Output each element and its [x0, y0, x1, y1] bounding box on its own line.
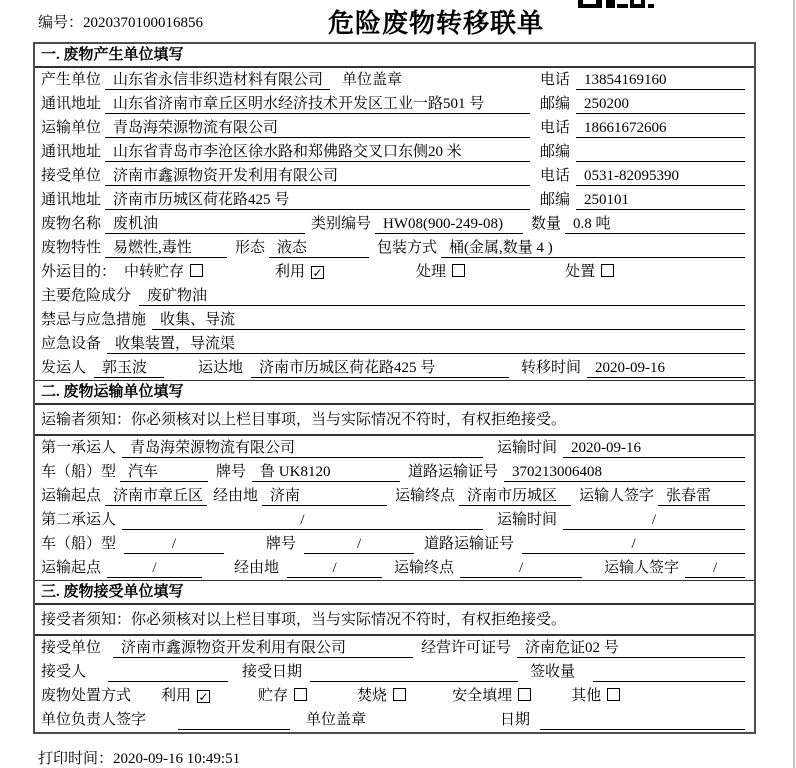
disposal-method-label: 废物处置方式	[41, 688, 132, 704]
unit-seal-label: 单位盖章	[342, 72, 403, 88]
carrier2-value: /	[122, 511, 483, 530]
origin1-value: 济南市章丘区	[105, 487, 207, 506]
transfer-purpose-row	[35, 260, 754, 284]
amount-label: 签收量	[529, 664, 575, 680]
section2-title: 二. 废物运输单位填写	[35, 381, 754, 405]
waste-name-row	[35, 212, 754, 236]
section-receiver	[35, 580, 754, 732]
form-table	[33, 42, 756, 734]
second-vehicle-row	[35, 532, 754, 556]
terminal-label: 运输终点	[395, 488, 456, 504]
accept-unit-value: 济南市鑫源物资开发利用有限公司	[113, 639, 413, 658]
phone-label: 电话	[540, 72, 571, 88]
carrier-sign-label: 运输人签字	[579, 488, 655, 504]
print-time-label: 打印时间：	[38, 751, 114, 767]
form-value: 液态	[269, 239, 369, 258]
section3-title: 三. 废物接受单位填写	[35, 581, 754, 605]
waste-name-value: 废机油	[105, 215, 305, 234]
zip-label: 邮编	[540, 96, 571, 112]
destination-label: 运达地	[198, 360, 244, 376]
disposal-option-landfill: 安全填埋	[452, 687, 531, 706]
section-producer	[35, 44, 754, 380]
carrier2-label: 第二承运人	[41, 512, 117, 528]
address-label: 通讯地址	[41, 192, 102, 208]
receiver-phone-value: 0531-82095390	[576, 167, 745, 186]
plate2-value: /	[304, 535, 414, 554]
print-time-line	[38, 747, 240, 768]
recipient-value	[108, 663, 228, 682]
via1-value: 济南	[262, 487, 387, 506]
receiver-phone-group	[540, 167, 745, 186]
accept-unit-row	[35, 636, 754, 660]
accept-date-value	[310, 663, 518, 682]
waste-characteristic-row	[35, 236, 754, 260]
treatment-checkbox	[452, 264, 465, 277]
sign1-value: 张春雷	[658, 487, 745, 506]
transporter-address-row	[35, 140, 754, 164]
origin2-value: /	[107, 559, 202, 578]
receiver-notice: 接受者须知：你必须核对以上栏目事项，当与实际情况不符时，有权拒绝接受。	[35, 605, 754, 636]
recipient-row	[35, 660, 754, 684]
receiver-zip-group	[540, 191, 745, 210]
disposal-option-incineration: 焚烧	[357, 687, 406, 706]
first-route-row	[35, 484, 754, 508]
page-edge-divider	[793, 0, 795, 768]
producer-row	[35, 68, 754, 92]
form-label: 形态	[235, 240, 266, 256]
vehicle2-value: /	[124, 535, 224, 554]
phone-label: 电话	[540, 120, 571, 136]
transport-time-label: 运输时间	[496, 512, 557, 528]
transport-time-label: 运输时间	[496, 440, 557, 456]
equipment-label: 应急设备	[41, 336, 102, 352]
permit2-value: /	[522, 535, 745, 554]
receiver-row	[35, 164, 754, 188]
taboo-value: 收集、导流	[152, 311, 745, 330]
license-value: 济南危证02 号	[517, 639, 745, 658]
characteristic-value: 易燃性,毒性	[105, 239, 227, 258]
disposal-method-row	[35, 684, 754, 708]
first-vehicle-row	[35, 460, 754, 484]
purpose-option-disposal: 处置	[565, 263, 614, 282]
producer-value: 山东省永信非织造材料有限公司	[105, 71, 330, 90]
purpose-option-use: 利用 ✓	[275, 264, 323, 280]
disposal-checkbox	[601, 264, 614, 277]
carrier2-time-value: /	[563, 511, 745, 530]
transfer-time-label: 转移时间	[521, 360, 582, 376]
sign2-value: /	[685, 559, 745, 578]
waste-name-label: 废物名称	[41, 216, 102, 232]
use-checkbox: ✓	[312, 266, 323, 280]
receiver-value: 济南市鑫源物资开发利用有限公司	[105, 167, 530, 186]
storage-checkbox	[294, 688, 307, 701]
section-transporter	[35, 380, 754, 580]
terminal-label: 运输终点	[394, 560, 455, 576]
serial-label: 编号：	[38, 15, 84, 31]
hazard-component-row	[35, 284, 754, 308]
section1-title: 一. 废物产生单位填写	[35, 44, 754, 68]
producer-zip-value: 250200	[576, 95, 745, 114]
transfer-time-value: 2020-09-16	[587, 359, 745, 378]
carrier1-time-value: 2020-09-16	[563, 439, 745, 458]
shipper-label: 发运人	[41, 360, 87, 376]
category-value: HW08(900-249-08)	[375, 215, 523, 234]
manager-sign-value	[178, 711, 290, 730]
road-permit-label: 道路运输证号	[408, 464, 499, 480]
purpose-option-storage: 中转贮存	[124, 263, 203, 282]
recipient-label: 接受人	[41, 664, 87, 680]
category-label: 类别编号	[311, 216, 372, 232]
plate-label: 牌号	[216, 464, 247, 480]
carrier1-label: 第一承运人	[41, 440, 117, 456]
shipper-value: 郭玉波	[94, 359, 164, 378]
transporter-phone-group	[540, 119, 745, 138]
landfill-checkbox	[518, 688, 531, 701]
equipment-value: 收集装置，导流渠	[107, 335, 745, 354]
terminal2-value: /	[460, 559, 582, 578]
serial-number-line	[38, 11, 203, 32]
terminal1-value: 济南市历城区	[459, 487, 571, 506]
producer-phone-value: 13854169160	[576, 71, 745, 90]
carrier-sign-label: 运输人签字	[604, 560, 680, 576]
purpose-option-treatment: 处理	[416, 263, 465, 282]
amount-value	[593, 663, 745, 682]
address-label: 通讯地址	[41, 96, 102, 112]
plate-label: 牌号	[266, 536, 297, 552]
accept-unit-label: 接受单位	[41, 640, 102, 656]
unit-seal-label: 单位盖章	[306, 712, 367, 728]
receiver-zip-value: 250101	[576, 191, 745, 210]
transporter-value: 青岛海荣源物流有限公司	[105, 119, 530, 138]
other-checkbox	[607, 688, 620, 701]
producer-address-value: 山东省济南市章丘区明水经济技术开发区工业一路501 号	[105, 95, 530, 114]
transporter-row	[35, 116, 754, 140]
disposal-option-use: 利用 ✓	[161, 688, 209, 704]
transporter-address-value: 山东省青岛市李沧区徐水路和郑佛路交叉口东侧20 米	[105, 143, 530, 162]
incineration-checkbox	[393, 688, 406, 701]
plate1-value: 鲁 UK8120	[252, 463, 400, 482]
use-checkbox: ✓	[198, 690, 209, 704]
receiver-address-row	[35, 188, 754, 212]
via-label: 经由地	[213, 488, 259, 504]
via-label: 经由地	[234, 560, 280, 576]
second-route-row	[35, 556, 754, 580]
origin-label: 运输起点	[41, 560, 102, 576]
vehicle-type-label: 车（船）型	[41, 464, 117, 480]
shipper-row	[35, 356, 754, 380]
vehicle-type-label: 车（船）型	[41, 536, 117, 552]
purpose-label: 外运目的：	[41, 264, 117, 280]
storage-checkbox	[190, 264, 203, 277]
address-label: 通讯地址	[41, 144, 102, 160]
phone-label: 电话	[540, 168, 571, 184]
serial-value: 2020370100016856	[83, 15, 204, 31]
hazard-value: 废矿物油	[139, 287, 745, 306]
vehicle1-value: 汽车	[120, 463, 208, 482]
receiver-address-value: 济南市历城区荷花路425 号	[105, 191, 530, 210]
transporter-label: 运输单位	[41, 120, 102, 136]
permit1-value: 370213006408	[504, 463, 745, 482]
producer-label: 产生单位	[41, 72, 102, 88]
manager-sign-label: 单位负责人签字	[41, 712, 147, 728]
producer-zip-group	[540, 95, 745, 114]
zip-label: 邮编	[540, 144, 571, 160]
transporter-zip-value	[576, 143, 745, 162]
second-carrier-row	[35, 508, 754, 532]
quantity-label: 数量	[531, 216, 562, 232]
hazard-label: 主要危险成分	[41, 288, 132, 304]
first-carrier-row	[35, 436, 754, 460]
date-label: 日期	[499, 712, 530, 728]
taboo-measures-row	[35, 308, 754, 332]
transporter-phone-value: 18661672606	[576, 119, 745, 138]
print-time-value: 2020-09-16 10:49:51	[113, 751, 241, 767]
license-label: 经营许可证号	[421, 640, 512, 656]
accept-date-label: 接受日期	[242, 664, 303, 680]
zip-label: 邮编	[540, 192, 571, 208]
via2-value: /	[287, 559, 382, 578]
producer-phone-group	[540, 71, 745, 90]
disposal-option-other: 其他	[571, 687, 620, 706]
qr-code-icon	[578, 0, 654, 8]
packing-value: 桶(金属,数量 4 )	[441, 239, 745, 258]
road-permit-label: 道路运输证号	[424, 536, 515, 552]
taboo-label: 禁忌与应急措施	[41, 312, 147, 328]
disposal-option-storage: 贮存	[258, 687, 307, 706]
characteristic-label: 废物特性	[41, 240, 102, 256]
page-title: 危险废物转移联单	[328, 9, 545, 38]
origin-label: 运输起点	[41, 488, 102, 504]
date-value	[540, 711, 745, 730]
producer-address-row	[35, 92, 754, 116]
packing-label: 包装方式	[377, 240, 438, 256]
receiver-label: 接受单位	[41, 168, 102, 184]
destination-value: 济南市历城区荷花路425 号	[251, 359, 509, 378]
quantity-value: 0.8 吨	[565, 215, 745, 234]
transporter-zip-group	[540, 143, 745, 162]
manager-sign-row	[35, 708, 754, 732]
carrier1-value: 青岛海荣源物流有限公司	[122, 439, 483, 458]
transporter-notice: 运输者须知：你必须核对以上栏目事项，当与实际情况不符时，有权拒绝接受。	[35, 405, 754, 436]
emergency-equipment-row	[35, 332, 754, 356]
